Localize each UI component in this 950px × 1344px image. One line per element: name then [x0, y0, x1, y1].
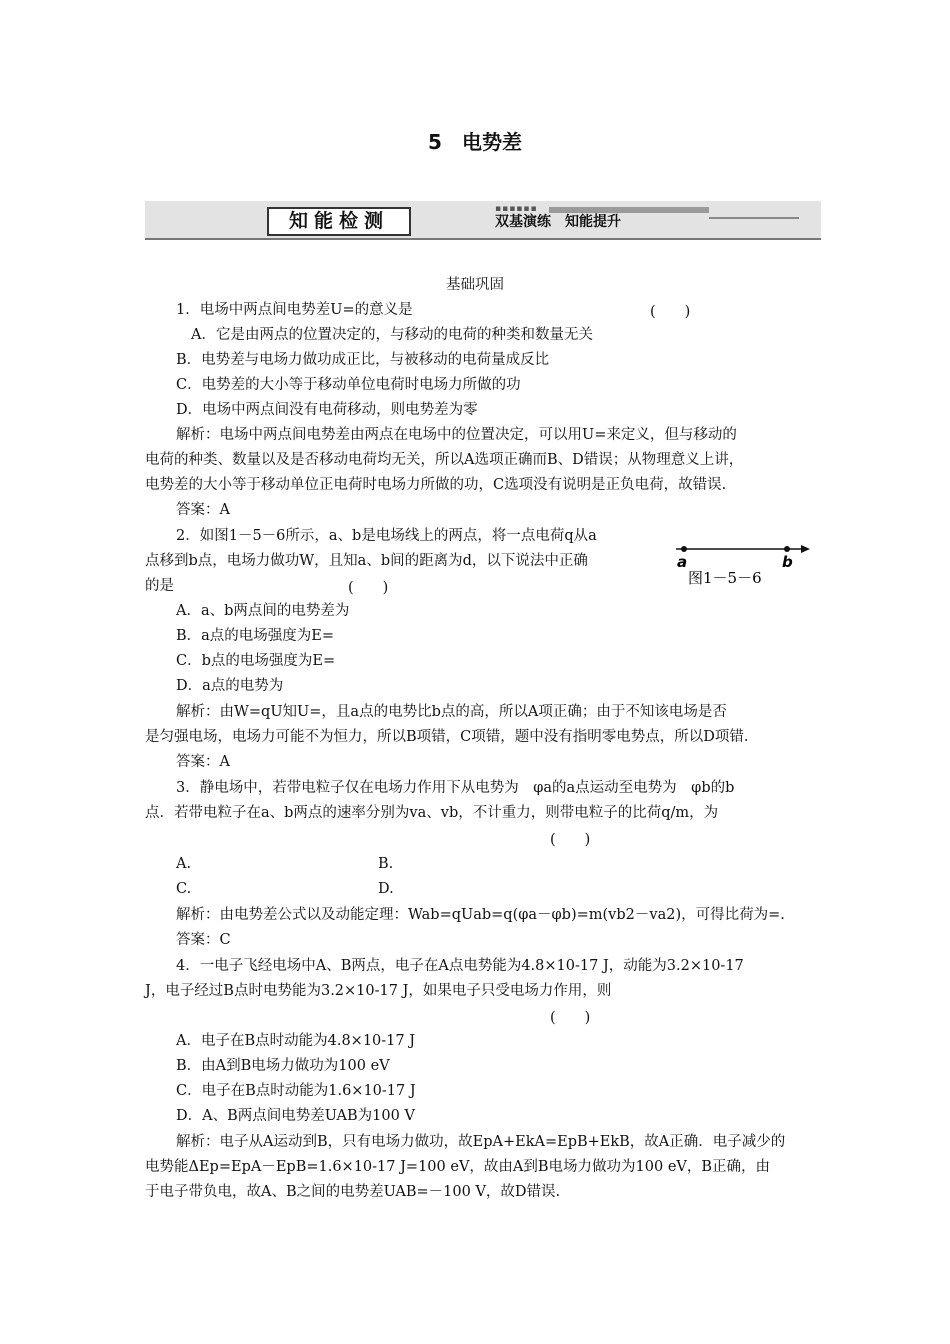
page-title: 5 电势差: [428, 130, 522, 154]
banner-dots-decoration: ▪▪▪▪▪▪: [495, 204, 538, 214]
q1-option-b: B．电势差与电场力做功成正比，与被移动的电荷量成反比: [176, 352, 550, 368]
field-line-diagram: [668, 535, 818, 595]
q2-stem-line1: 2．如图1－5－6所示，a、b是电场线上的两点，将一点电荷q从a: [176, 528, 597, 544]
q2-stem-line3: 的是: [145, 578, 174, 594]
banner-line-decoration: [709, 217, 799, 219]
q3-option-a: A.: [176, 856, 192, 872]
point-a-label: a: [677, 553, 688, 571]
q4-option-a: A．电子在B点时动能为4.8×10-17 J: [176, 1033, 416, 1049]
q3-option-b: B.: [378, 856, 394, 872]
point-b-dot: [784, 546, 790, 552]
q1-stem: 1．电场中两点间电势差U=的意义是: [176, 302, 413, 318]
point-a-dot: [681, 546, 687, 552]
q4-analysis-line3: 于电子带负电，故A、B之间的电势差UAB=－100 V，故D错误.: [145, 1184, 561, 1200]
q1-option-a: A．它是由两点的位置决定的，与移动的电荷的种类和数量无关: [191, 327, 593, 343]
q3-answer-bracket: ( ): [550, 832, 591, 848]
q1-analysis-line2: 电荷的种类、数量以及是否移动电荷均无关，所以A选项正确而B、D错误；从物理意义上讲，: [145, 452, 744, 468]
section-banner: [145, 201, 821, 240]
q1-analysis-line1: 解析：电场中两点间电势差由两点在电场中的位置决定，可以用U=来定义，但与移动的: [176, 427, 737, 443]
q4-option-d: D．A、B两点间电势差UAB为100 V: [176, 1108, 415, 1124]
q4-analysis-line1: 解析：电子从A运动到B，只有电场力做功，故EpA+EkA=EpB+EkB，故A正确．电子减少的: [176, 1134, 786, 1150]
figure-caption: 图1－5－6: [688, 569, 762, 587]
q4-option-b: B．由A到B电场力做功为100 eV: [176, 1058, 390, 1074]
banner-subtitle: 双基演练 知能提升: [495, 214, 621, 230]
field-line-arrow: [801, 545, 810, 553]
q4-stem-line1: 4．一电子飞经电场中A、B两点，电子在A点电势能为4.8×10-17 J，动能为3.2×10-17: [176, 958, 744, 974]
q2-option-a: A．a、b两点间的电势差为: [176, 603, 350, 619]
section-heading: 基础巩固: [446, 277, 504, 293]
q2-option-c: C．b点的电场强度为E=: [176, 653, 336, 669]
figure-1-5-6: [668, 535, 818, 595]
q4-answer-bracket: ( ): [550, 1010, 591, 1026]
q1-answer: 答案：A: [176, 502, 230, 518]
q4-option-c: C．电子在B点时动能为1.6×10-17 J: [176, 1083, 416, 1099]
q3-option-c: C.: [176, 881, 192, 897]
q2-answer: 答案：A: [176, 754, 230, 770]
q3-stem-line2: 点．若带电粒子在a、b两点的速率分别为va、vb，不计重力，则带电粒子的比荷q/m，为: [145, 805, 719, 821]
q2-option-b: B．a点的电场强度为E=: [176, 628, 335, 644]
q3-analysis: 解析：由电势差公式以及动能定理：Wab=qUab=q(φa－φb)=m(vb2－va2)，可得比荷为=.: [176, 907, 785, 923]
q2-analysis-line1: 解析：由W=qU知U=，且a点的电势比b点的高，所以A项正确；由于不知该电场是否: [176, 704, 727, 720]
banner-label: 知能检测: [267, 207, 411, 236]
q4-analysis-line2: 电势能ΔEp=EpA－EpB=1.6×10-17 J=100 eV，故由A到B电场力做功为100 eV，B正确，由: [145, 1159, 771, 1175]
q4-stem-line2: J，电子经过B点时电势能为3.2×10-17 J，如果电子只受电场力作用，则: [145, 983, 612, 999]
q1-answer-bracket: ( ): [650, 304, 691, 320]
q3-stem-line1: 3．静电场中，若带电粒子仅在电场力作用下从电势为 φa的a点运动至电势为 φb的b: [176, 780, 735, 796]
point-b-label: b: [782, 553, 793, 571]
q3-option-d: D.: [378, 881, 394, 897]
q2-analysis-line2: 是匀强电场，电场力可能不为恒力，所以B项错，C项错，题中没有指明零电势点，所以D项错.: [145, 729, 749, 745]
q2-answer-bracket: ( ): [348, 580, 389, 596]
q1-option-c: C．电势差的大小等于移动单位电荷时电场力所做的功: [176, 377, 521, 393]
q3-answer: 答案：C: [176, 932, 231, 948]
q2-stem-line2: 点移到b点，电场力做功W，且知a、b间的距离为d，以下说法中正确: [145, 553, 588, 569]
q1-option-d: D．电场中两点间没有电荷移动，则电势差为零: [176, 402, 478, 418]
q2-option-d: D．a点的电势为: [176, 678, 284, 694]
q1-analysis-line3: 电势差的大小等于移动单位正电荷时电场力所做的功，C选项没有说明是正负电荷，故错误.: [145, 477, 727, 493]
